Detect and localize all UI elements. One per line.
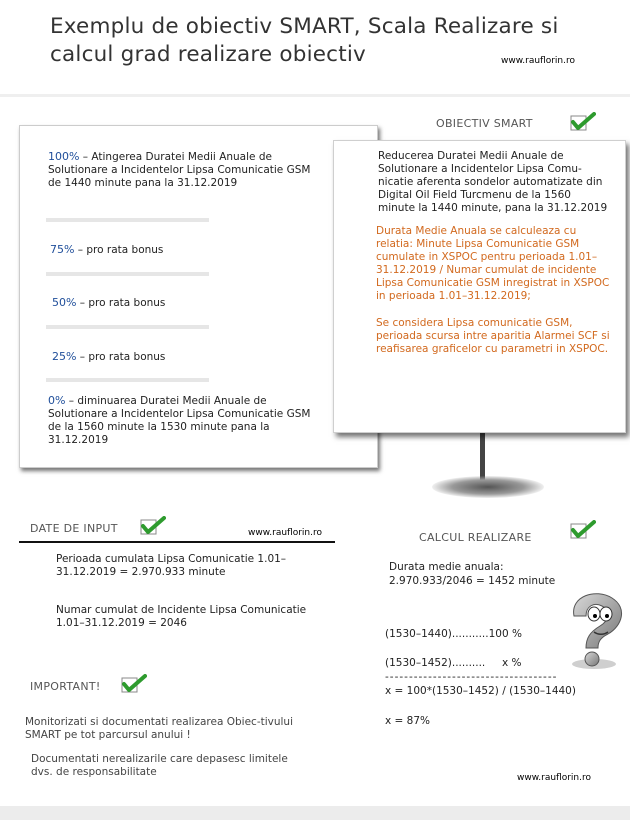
- website-label-top: www.rauflorin.ro: [501, 56, 575, 66]
- objective-text: Reducerea Duratei Medii Anuale de Solutionare a Incidentelor Lipsa Comu-nicatie aferenta sondelor automatizate din Digital Oil Field Turcmenu de la 1560 minute la 1440 minute, pana la 31.12.2019: [378, 150, 608, 214]
- calc-row-1: (1530–1440)...........100 %: [385, 628, 522, 640]
- calc-duration-label: Durata medie anuala:: [389, 561, 504, 573]
- calc-result: x = 87%: [385, 715, 431, 727]
- important-text-document: Documentati nerealizarile care depasesc limitele dvs. de responsabilitate: [31, 753, 288, 778]
- check-icon-important: [121, 674, 147, 694]
- scale-divider: [46, 272, 209, 276]
- input-duration: Perioada cumulata Lipsa Comunicatie 1.01–31.12.2019 = 2.970.933 minute: [56, 553, 287, 578]
- objective-text-block: [378, 150, 610, 356]
- check-icon-objective: [570, 112, 596, 132]
- check-icon-calc: [570, 520, 596, 540]
- scale-divider: [46, 325, 209, 329]
- scale-item-0: 0% – diminuarea Duratei Medii Anuale de Solutionare a Incidentelor Lipsa Comunicatie GSM de la 1560 minute la 1530 minute pana la 31.12.2019: [48, 394, 311, 446]
- bottom-bar: [0, 806, 630, 820]
- input-incidents: Numar cumulat de Incidente Lipsa Comunicatie 1.01–31.12.2019 = 2046: [56, 604, 307, 629]
- objective-label: OBIECTIV SMART: [436, 117, 533, 130]
- question-mark-icon: [556, 588, 630, 672]
- objective-note-formula: Durata Medie Anuala se calculeaza cu relatia: Minute Lipsa Comunicatie GSM cumulate in XSPOC pentru perioada 1.01–31.12.2019 / Numar cumulat de incidente Lipsa Comunicatie GSM inregistrat in XSPOC in perioada 1.01–31.12.2019;: [376, 225, 610, 302]
- input-label: DATE DE INPUT: [30, 522, 118, 535]
- calc-dashes: ------------------------------------: [385, 671, 558, 683]
- website-label-input: www.rauflorin.ro: [248, 528, 322, 538]
- calc-label: CALCUL REALIZARE: [419, 531, 532, 544]
- board-base-shadow: [432, 476, 544, 498]
- page-title: Exemplu de obiectiv SMART, Scala Realizare si calcul grad realizare obiectiv: [50, 14, 559, 67]
- scale-item-100: 100% – Atingerea Duratei Medii Anuale de Solutionare a Incidentelor Lipsa Comunicatie GSM de 1440 minute pana la 31.12.2019: [48, 150, 311, 189]
- scale-item-25: 25% – pro rata bonus: [52, 350, 166, 363]
- important-label: IMPORTANT!: [30, 680, 101, 693]
- scale-item-75: 75% – pro rata bonus: [50, 243, 164, 256]
- objective-note-definition: Se considera Lipsa comunicatie GSM, perioada scursa intre aparitia Alarmei SCF si reafisarea graficelor cu parametri in XSPOC.: [376, 317, 610, 355]
- calc-row-2: (1530–1452).......... x %: [385, 657, 522, 669]
- top-divider-bar: [0, 94, 630, 97]
- scale-divider: [46, 218, 209, 222]
- check-icon-input: [140, 516, 166, 536]
- scale-item-50: 50% – pro rata bonus: [52, 296, 166, 309]
- website-label-bottom: www.rauflorin.ro: [517, 773, 591, 783]
- scale-divider: [46, 378, 209, 382]
- calc-duration-value: 2.970.933/2046 = 1452 minute: [389, 575, 556, 587]
- input-underline: [19, 541, 335, 543]
- calc-formula: x = 100*(1530–1452) / (1530–1440): [385, 685, 576, 697]
- important-text-monitor: Monitorizati si documentati realizarea Obiec-tivului SMART pe tot parcursul anului !: [25, 716, 293, 741]
